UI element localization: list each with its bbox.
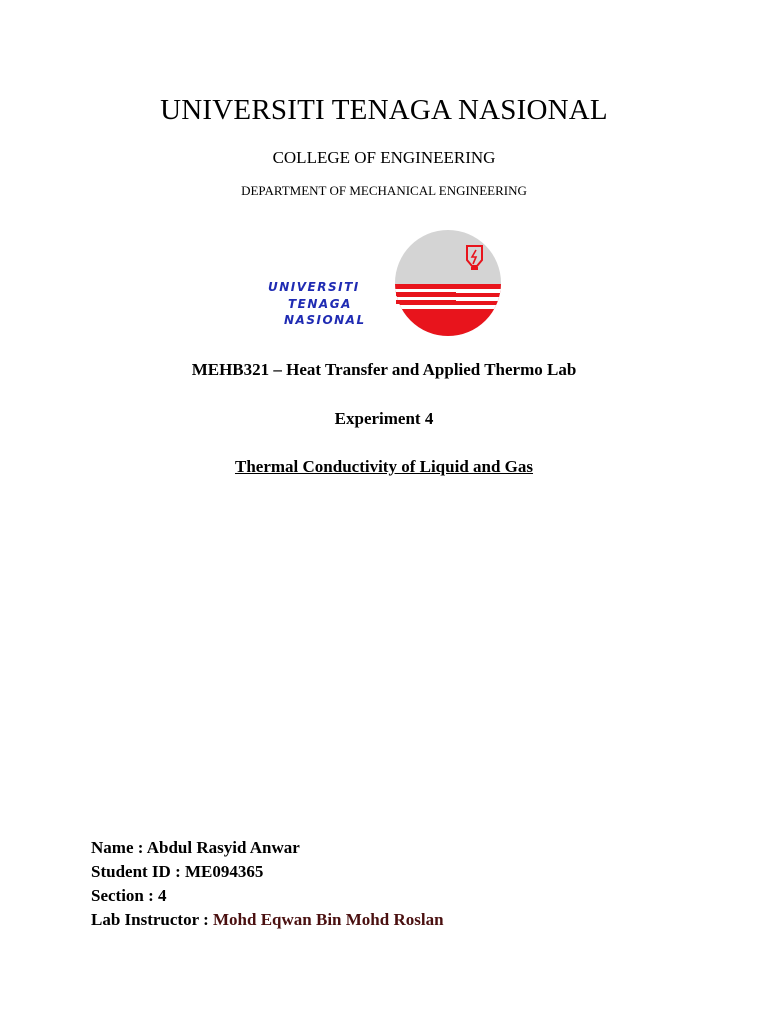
course-title: MEHB321 – Heat Transfer and Applied Thermo Lab [191,360,577,379]
experiment-number: Experiment 4 [334,409,434,428]
instructor-name: Mohd Eqwan Bin Mohd Roslan [213,910,444,929]
experiment-title: Thermal Conductivity of Liquid and Gas [234,457,534,476]
university-title: UNIVERSITI TENAGA NASIONAL [160,94,608,126]
logo-text-line1: UNIVERSITI [268,280,360,294]
section-value: 4 [158,886,167,905]
logo-text-line3: NASIONAL [284,313,366,327]
instructor-line [91,910,444,930]
logo-bar-3 [396,300,456,304]
department-name: DEPARTMENT OF MECHANICAL ENGINEERING [241,183,527,198]
logo-text-line2: TENAGA [288,297,352,311]
logo-stripe-3 [384,305,504,309]
instructor-label: Lab Instructor : [91,910,213,929]
student-id-label: Student ID : [91,862,185,881]
college-name: COLLEGE OF ENGINEERING [272,148,496,167]
logo-bar-1 [396,284,456,288]
student-name-label: Name : [91,838,147,857]
student-name: Abdul Rasyid Anwar [146,838,300,857]
student-id-line [91,862,263,882]
logo-bar-2 [396,292,456,296]
student-id: ME094365 [185,862,264,881]
section-label: Section : [91,886,159,905]
logo-graphic [264,226,504,342]
section-line [91,886,167,906]
university-logo [264,226,504,342]
student-name-line [91,838,300,858]
